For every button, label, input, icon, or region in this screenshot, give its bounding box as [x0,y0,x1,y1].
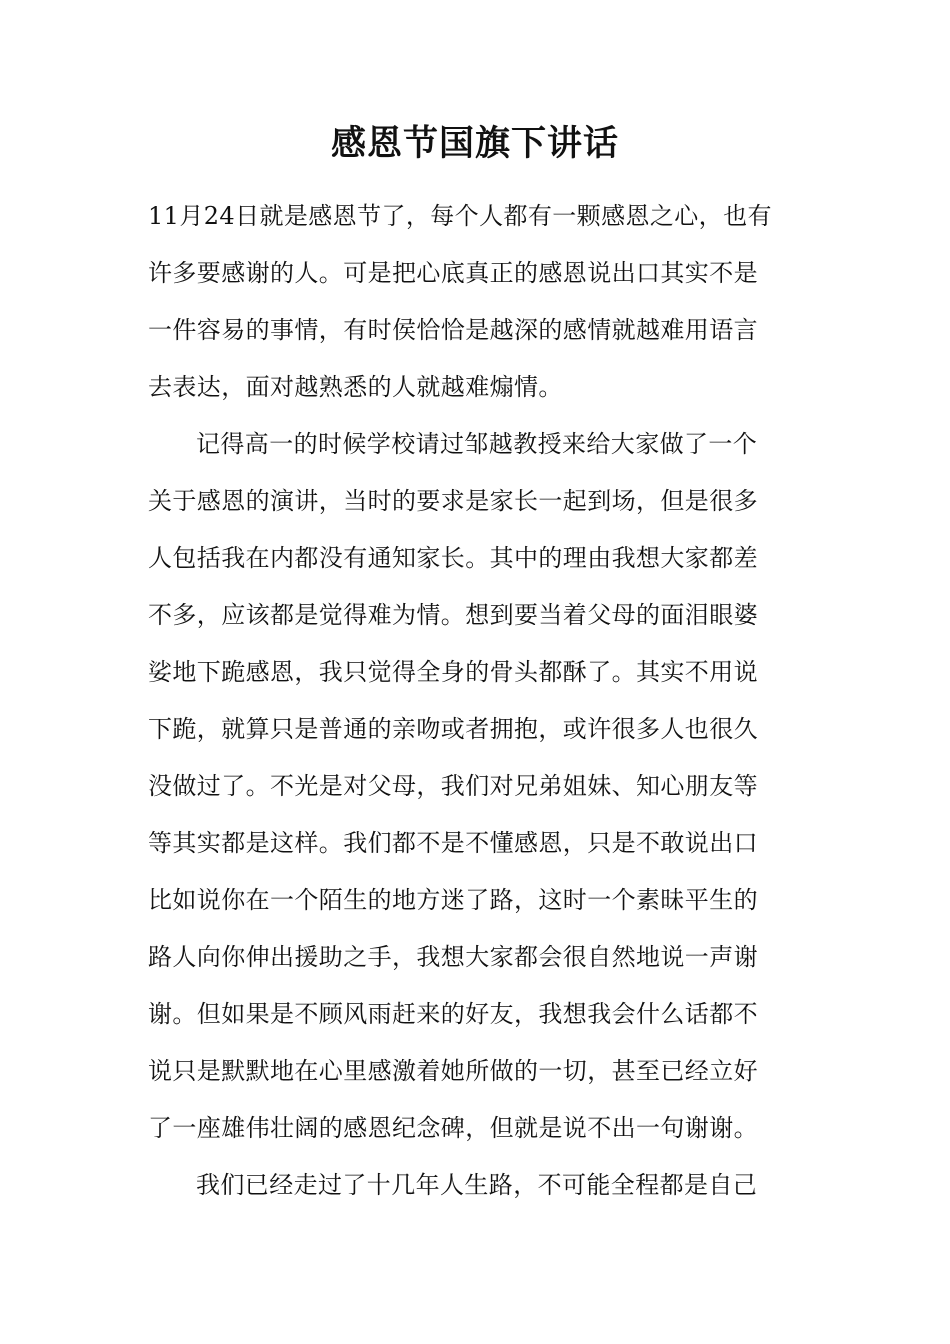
paragraph-line: 谢。但如果是不顾风雨赶来的好友，我想我会什么话都不 [148,1000,758,1028]
paragraph-line: 不多，应该都是觉得难为情。想到要当着父母的面泪眼婆 [148,601,758,629]
paragraph-line: 记得高一的时候学校请过邹越教授来给大家做了一个 [196,430,758,458]
paragraph-3 [148,1157,808,1214]
paragraph-line: 11月24日就是感恩节了，每个人都有一颗感恩之心，也有 [148,202,772,230]
paragraph-line: 关于感恩的演讲，当时的要求是家长一起到场，但是很多 [148,487,758,515]
paragraph-line: 路人向你伸出援助之手，我想大家都会很自然地说一声谢 [148,943,758,971]
paragraph-line: 了一座雄伟壮阔的感恩纪念碑，但就是说不出一句谢谢。 [148,1114,758,1142]
paragraph-line: 下跪，就算只是普通的亲吻或者拥抱，或许很多人也很久 [148,715,758,743]
paragraph-1 [148,188,808,416]
document-body [148,188,808,1214]
page-title: 感恩节国旗下讲话 [330,124,619,164]
paragraph-line: 一件容易的事情，有时侯恰恰是越深的感情就越难用语言 [148,316,758,344]
paragraph-line: 等其实都是这样。我们都不是不懂感恩，只是不敢说出口 [148,829,758,857]
paragraph-line: 娑地下跪感恩，我只觉得全身的骨头都酥了。其实不用说 [148,658,758,686]
paragraph-line: 我们已经走过了十几年人生路，不可能全程都是自己 [196,1171,758,1199]
paragraph-line: 比如说你在一个陌生的地方迷了路，这时一个素昧平生的 [148,886,758,914]
paragraph-line: 没做过了。不光是对父母，我们对兄弟姐妹、知心朋友等 [148,772,758,800]
paragraph-line: 人包括我在内都没有通知家长。其中的理由我想大家都差 [148,544,758,572]
paragraph-line: 说只是默默地在心里感激着她所做的一切，甚至已经立好 [148,1057,758,1085]
paragraph-line: 去表达，面对越熟悉的人就越难煽情。 [148,373,563,401]
paragraph-2 [148,416,808,1157]
paragraph-line: 许多要感谢的人。可是把心底真正的感恩说出口其实不是 [148,259,758,287]
